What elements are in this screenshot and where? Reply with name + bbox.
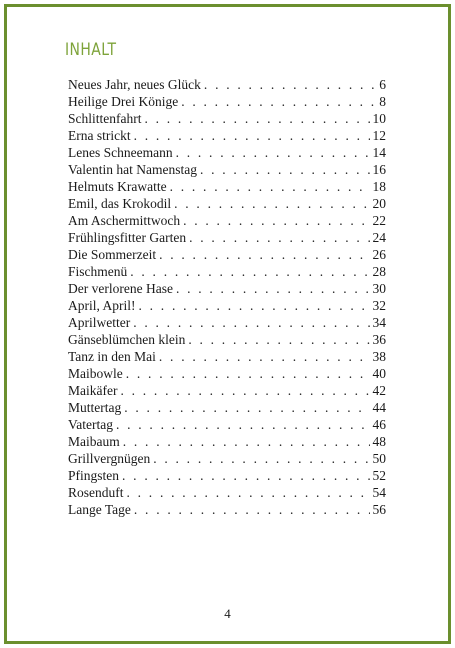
toc-entry[interactable] — [68, 502, 386, 519]
toc-entry-page: 12 — [372, 128, 386, 143]
toc-entry-page: 36 — [372, 332, 386, 347]
toc-entry-page: 28 — [372, 264, 386, 279]
toc-leader-dots — [134, 502, 370, 518]
toc-entry-page: 16 — [372, 162, 386, 177]
toc-entry[interactable] — [68, 485, 386, 502]
toc-entry[interactable] — [68, 196, 386, 213]
toc-entry[interactable] — [68, 468, 386, 485]
toc-entry-page: 20 — [372, 196, 386, 211]
toc-leader-dots — [134, 128, 370, 144]
toc-leader-dots — [153, 451, 369, 467]
toc-entry[interactable] — [68, 281, 386, 298]
toc-entry-page: 26 — [372, 247, 386, 262]
toc-entry-title: Aprilwetter — [68, 315, 131, 330]
toc-entry-page: 38 — [372, 349, 386, 364]
toc-entry-title: Rosenduft — [68, 485, 124, 500]
toc-entry-title: Vatertag — [68, 417, 113, 432]
toc-leader-dots — [120, 383, 369, 399]
toc-entry-title: Lenes Schneemann — [68, 145, 173, 160]
toc-entry[interactable] — [68, 145, 386, 162]
toc-entry[interactable] — [68, 400, 386, 417]
toc-entry[interactable] — [68, 179, 386, 196]
toc-entry-title: Erna strickt — [68, 128, 131, 143]
toc-leader-dots — [123, 434, 370, 450]
toc-entry-title: Maibaum — [68, 434, 120, 449]
toc-entry-page: 34 — [372, 315, 386, 330]
toc-entry-title: April, April! — [68, 298, 136, 313]
toc-leader-dots — [122, 468, 369, 484]
toc-leader-dots — [159, 247, 369, 263]
toc-entry-page: 44 — [372, 400, 386, 415]
toc-leader-dots — [139, 298, 370, 314]
toc-entry-title: Heilige Drei Könige — [68, 94, 179, 109]
toc-entry[interactable] — [68, 298, 386, 315]
toc-leader-dots — [188, 332, 369, 348]
toc-entry-title: Schlittenfahrt — [68, 111, 142, 126]
toc-entry-page: 40 — [372, 366, 386, 381]
toc-leader-dots — [189, 230, 369, 246]
toc-entry-page: 6 — [379, 77, 386, 92]
toc-entry-page: 30 — [372, 281, 386, 296]
toc-entry[interactable] — [68, 94, 386, 111]
toc-entry-page: 56 — [372, 502, 386, 517]
toc-entry[interactable] — [68, 213, 386, 230]
toc-entry-page: 10 — [372, 111, 386, 126]
toc-leader-dots — [144, 111, 369, 127]
toc-entry-title: Der verlorene Hase — [68, 281, 173, 296]
toc-entry[interactable] — [68, 332, 386, 349]
toc-entry-page: 24 — [372, 230, 386, 245]
toc-leader-dots — [181, 94, 376, 110]
toc-entry-title: Neues Jahr, neues Glück — [68, 77, 201, 92]
toc-leader-dots — [183, 213, 369, 229]
toc-entry-title: Maibowle — [68, 366, 123, 381]
toc-leader-dots — [159, 349, 370, 365]
toc-entry-title: Frühlingsfitter Garten — [68, 230, 187, 245]
toc-leader-dots — [124, 400, 369, 416]
toc-entry[interactable] — [68, 162, 386, 179]
toc-entry[interactable] — [68, 366, 386, 383]
toc-leader-dots — [200, 162, 370, 178]
toc-entry[interactable] — [68, 264, 386, 281]
toc-entry-page: 52 — [372, 468, 386, 483]
toc-entry[interactable] — [68, 230, 386, 247]
toc-entry[interactable] — [68, 247, 386, 264]
toc-heading: INHALT — [65, 40, 117, 60]
toc-entry[interactable] — [68, 349, 386, 366]
toc-entry-page: 18 — [372, 179, 386, 194]
toc-entry-title: Tanz in den Mai — [68, 349, 156, 364]
toc-leader-dots — [174, 196, 369, 212]
toc-leader-dots — [204, 77, 376, 93]
toc-entry-page: 22 — [372, 213, 386, 228]
toc-entry[interactable] — [68, 451, 386, 468]
toc-entry[interactable] — [68, 383, 386, 400]
toc-entry-title: Gänseblümchen klein — [68, 332, 186, 347]
toc-leader-dots — [176, 145, 370, 161]
toc-leader-dots — [130, 264, 369, 280]
toc-entry-title: Am Aschermittwoch — [68, 213, 181, 228]
toc-leader-dots — [126, 366, 370, 382]
toc-entry-title: Emil, das Krokodil — [68, 196, 172, 211]
toc-entry-title: Helmuts Krawatte — [68, 179, 167, 194]
page-number: 4 — [224, 606, 231, 621]
toc-entry-page: 32 — [372, 298, 386, 313]
toc-leader-dots — [133, 315, 369, 331]
toc-entry-page: 54 — [372, 485, 386, 500]
toc-entry[interactable] — [68, 315, 386, 332]
toc-entry-page: 50 — [372, 451, 386, 466]
toc-entry-title: Lange Tage — [68, 502, 131, 517]
toc-entry[interactable] — [68, 77, 386, 94]
table-of-contents — [68, 77, 386, 519]
toc-entry-page: 46 — [372, 417, 386, 432]
toc-entry[interactable] — [68, 111, 386, 128]
toc-entry-page: 42 — [372, 383, 386, 398]
toc-entry-title: Die Sommerzeit — [68, 247, 157, 262]
toc-entry-page: 48 — [372, 434, 386, 449]
toc-entry[interactable] — [68, 417, 386, 434]
toc-entry-title: Fischmenü — [68, 264, 128, 279]
toc-leader-dots — [170, 179, 370, 195]
toc-entry[interactable] — [68, 434, 386, 451]
toc-entry-title: Muttertag — [68, 400, 122, 415]
toc-entry-title: Grillvergnügen — [68, 451, 151, 466]
toc-entry-title: Pfingsten — [68, 468, 120, 483]
toc-leader-dots — [127, 485, 370, 501]
toc-entry-title: Valentin hat Namenstag — [68, 162, 197, 177]
toc-entry-page: 8 — [379, 94, 386, 109]
toc-entry-title: Maikäfer — [68, 383, 118, 398]
toc-entry-page: 14 — [372, 145, 386, 160]
toc-leader-dots — [176, 281, 370, 297]
toc-entry[interactable] — [68, 128, 386, 145]
toc-leader-dots — [116, 417, 370, 433]
